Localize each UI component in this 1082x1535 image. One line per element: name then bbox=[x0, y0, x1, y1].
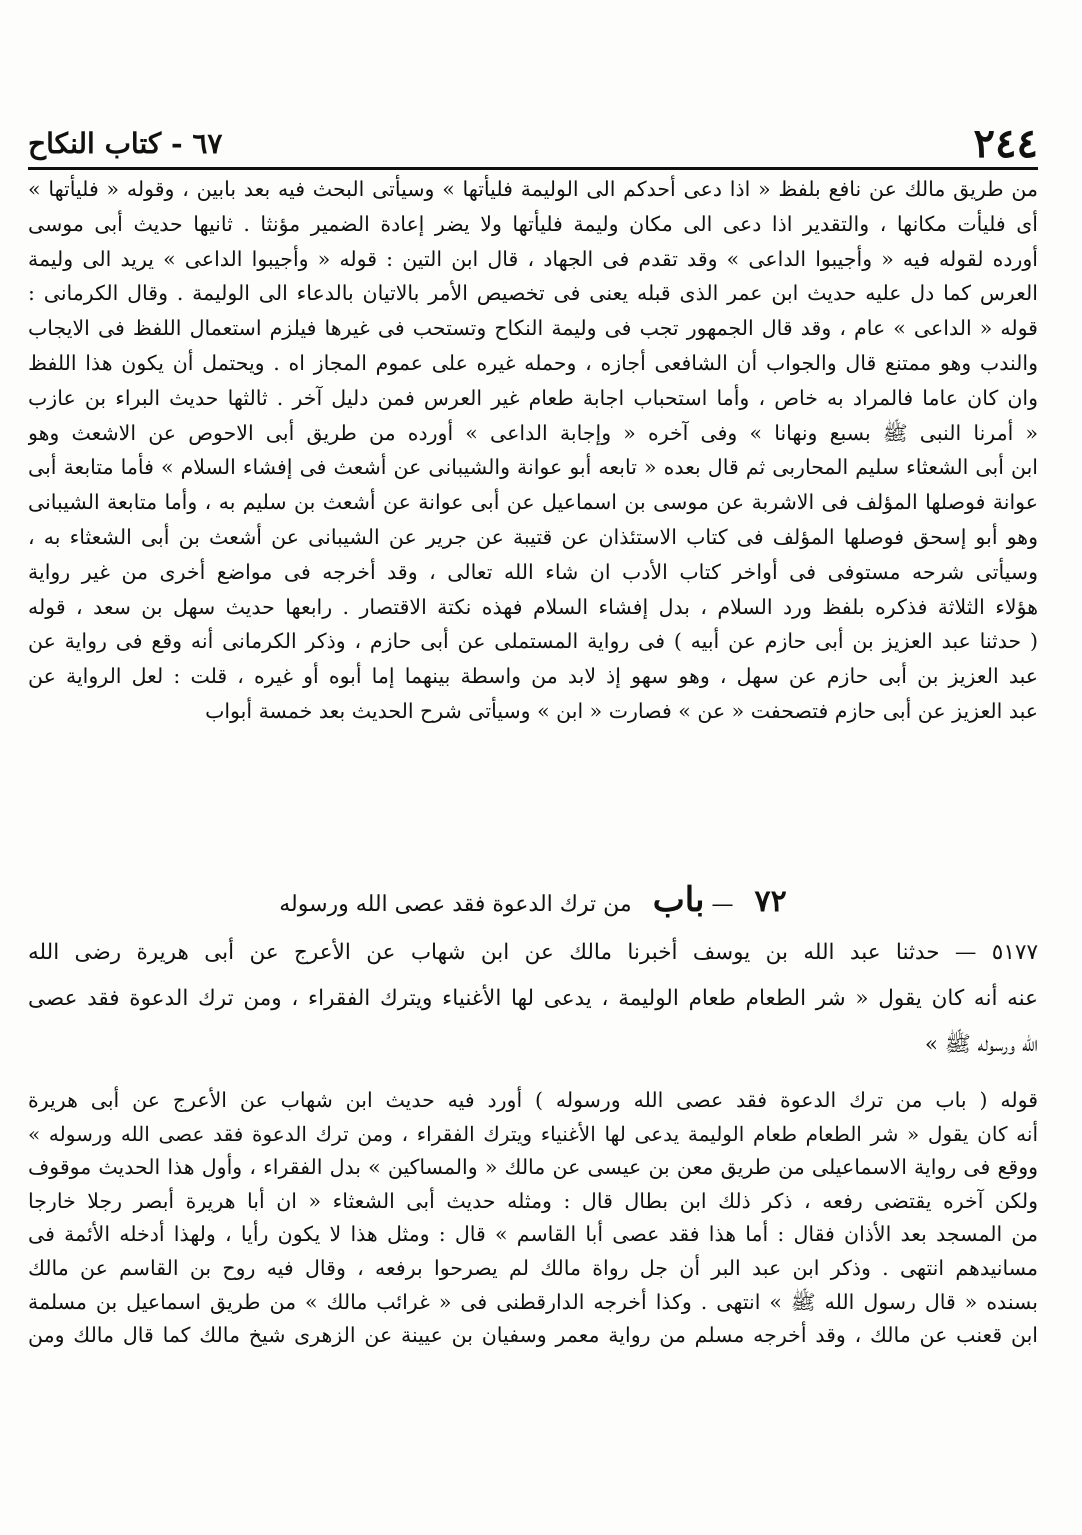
page-header bbox=[28, 122, 1038, 166]
text-line: وسيأتى شرحه مستوفى فى أواخر كتاب الأدب ان شاء الله تعالى ، وقد أخرجه فى مواضع أخرى من غير رواية bbox=[28, 559, 1038, 584]
text-line: من طريق مالك عن نافع بلفظ « اذا دعى أحدكم الى الوليمة فليأتها » وسيأتى البحث فيه بعد بابين ، وقوله « فليأتها » bbox=[28, 177, 1038, 201]
text-line: ابن قعنب عن مالك ، وقد أخرجه مسلم من رواية معمر وسفيان بن عيينة عن الزهرى شيخ مالك كما قال مالك ومن bbox=[28, 1323, 1038, 1348]
text-line: أورده لقوله فيه « وأجيبوا الداعى » وقد تقدم فى الجهاد ، قال ابن التين : قوله « وأجيبوا الداعى » يريد الى وليمة bbox=[28, 246, 1038, 271]
text-line: عبد العزيز بن أبى حازم عن سهل ، وهو سهو إذ لابد من واسطة بينهما إما أبوه أو غيره ، قلت : لعل الرواية عن bbox=[28, 664, 1038, 689]
header-rule bbox=[28, 167, 1038, 170]
text-line: « أمرنا النبى ﷺ بسبع ونهانا » وفى آخره « وإجابة الداعى » أورده من طريق أبى الاحوص عن الاشعث وهو bbox=[28, 420, 1038, 445]
chapter-title: من ترك الدعوة فقد عصى الله ورسوله bbox=[279, 892, 632, 917]
text-line: ووقع فى رواية الاسماعيلى من طريق معن بن عيسى عن مالك « والمساكين » بدل الفقراء ، وأول هذا الحديث موقوف bbox=[28, 1155, 1038, 1180]
text-line: والندب وهو ممتنع قال والجواب أن الشافعى أجازه ، وحمله غيره على عموم المجاز اه . ويحتمل أن يكون هذا اللفظ bbox=[28, 350, 1038, 375]
text-line: أى فليأت مكانها ، والتقدير اذا دعى الى مكان وليمة فليأتها ولا يضر إعادة الضمير مؤنثا . ثانيها حديث أبى موسى bbox=[28, 211, 1038, 236]
text-line: ولكن آخره يقتضى رفعه ، ذكر ذلك ابن بطال قال : ومثله حديث أبى الشعثاء « ان أبا هريرة أبصر رجلا خارجا bbox=[28, 1188, 1038, 1213]
hadith-line: ٥١٧٧ — حدثنا عبد الله بن يوسف أخبرنا مالك عن ابن شهاب عن الأعرج عن أبى هريرة رضى الله bbox=[28, 940, 1038, 965]
text-line: قوله ( باب من ترك الدعوة فقد عصى الله ورسوله ) أورد فيه حديث ابن شهاب عن الأعرج عن أبى هريرة bbox=[28, 1088, 1038, 1112]
text-line: مسانيدهم انتهى . وذكر ابن عبد البر أن جل رواة مالك لم يصرحوا برفعه ، وقال فيه روح بن القاسم عن مالك bbox=[28, 1255, 1038, 1280]
text-line: من المسجد بعد الأذان فقال : أما هذا فقد عصى أبا القاسم » قال : ومثل هذا لا يكون رأيا ، ولهذا أدخله الأئمة فى bbox=[28, 1222, 1038, 1247]
commentary-bottom bbox=[28, 1084, 1038, 1353]
chapter-heading bbox=[28, 878, 1038, 922]
hadith-text bbox=[28, 930, 1038, 1068]
text-line: عوانة فوصلها المؤلف فى الاشربة عن موسى بن اسماعيل عن أبى عوانة عن أشعث بن سليم به ، وأما متابعة الشيبانى bbox=[28, 490, 1038, 515]
text-line: أنه كان يقول « شر الطعام طعام الوليمة يدعى لها الأغنياء ويترك الفقراء ، ومن ترك الدعوة فقد عصى الله ورسوله » bbox=[28, 1121, 1038, 1146]
text-line: وهو أبو إسحق فوصلها المؤلف فى كتاب الاستئذان عن قتيبة عن جرير عن الشيبانى عن أشعث بن أبى الشعثاء به ، bbox=[28, 524, 1038, 549]
text-line: قوله « الداعى » عام ، وقد قال الجمهور تجب فى وليمة النكاح وتستحب فى غيرها فيلزم استعمال اللفظ فى الايجاب bbox=[28, 316, 1038, 341]
commentary-top bbox=[28, 172, 1038, 729]
chapter-number: ٧٢ bbox=[754, 884, 787, 919]
text-line: ( حدثنا عبد العزيز بن أبى حازم عن أبيه ) فى رواية المستملى عن أبى حازم ، وذكر الكرمانى أنه وقع فى رواية عن bbox=[28, 629, 1038, 654]
hadith-line: عنه أنه كان يقول « شر الطعام طعام الوليمة ، يدعى لها الأغنياء ويترك الفقراء ، ومن ترك الدعوة فقد عصى bbox=[28, 986, 1038, 1011]
page-number: ٢٤٤ bbox=[973, 120, 1038, 167]
hadith-line: الله ورسوله ﷺ » bbox=[924, 1032, 1038, 1057]
text-line: ابن أبى الشعثاء سليم المحاربى ثم قال بعده « تابعه أبو عوانة والشيبانى عن أشعث فى إفشاء السلام » فأما متابعة أبى bbox=[28, 455, 1038, 480]
text-line: العرس كما دل عليه حديث ابن عمر الذى قبله يعنى فى تخصيص الأمر بالاتيان بالدعاء الى الوليمة . وقال الكرمانى : bbox=[28, 281, 1038, 306]
text-line: هؤلاء الثلاثة فذكره بلفظ ورد السلام ، بدل إفشاء السلام فهذه نكتة الاقتصار . رابعها حديث سهل بن سعد ، قوله bbox=[28, 594, 1038, 619]
chapter-dash: — bbox=[711, 892, 734, 917]
text-line: وان كان عاما فالمراد به خاص ، وأما استحباب اجابة طعام غير العرس فمن دليل آخر . ثالثها حديث البراء بن عازب bbox=[28, 385, 1038, 410]
book-title: ٦٧ - كتاب النكاح bbox=[28, 127, 223, 160]
text-line: بسنده « قال رسول الله ﷺ » انتهى . وكذا أخرجه الدارقطنى فى « غرائب مالك » من طريق اسماعيل بن مسلمة bbox=[28, 1289, 1038, 1314]
text-line: عبد العزيز عن أبى حازم فتصحفت « عن » فصارت « ابن » وسيأتى شرح الحديث بعد خمسة أبواب bbox=[205, 698, 1038, 723]
chapter-label: باب bbox=[652, 880, 705, 920]
